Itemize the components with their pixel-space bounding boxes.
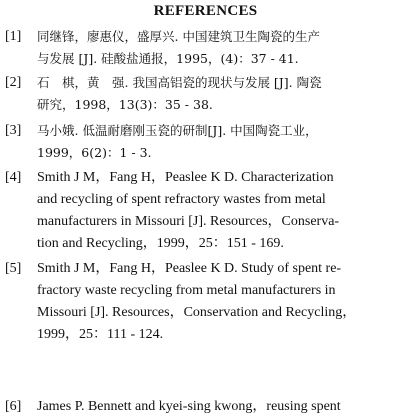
reference-line: manufacturers in Missouri [J]. Resources，Conserva-: [37, 214, 340, 229]
reference-line: 石 棋，黄 强. 我国高铝瓷的现状与发展 [J]. 陶瓷: [37, 75, 322, 90]
reference-line: 同继锋，廖惠仪，盛厚兴. 中国建筑卫生陶瓷的生产: [37, 29, 320, 44]
reference-line: 马小娥. 低温耐磨刚玉瓷的研制[J]. 中国陶瓷工业，: [37, 123, 318, 138]
reference-number: [5]: [5, 261, 22, 276]
reference-line: tion and Recycling，1999，25：151 - 169.: [37, 236, 284, 251]
reference-line: 研究，1998，13(3)：35 - 38.: [37, 97, 213, 112]
reference-line: Smith J M，Fang H，Peaslee K D. Characterization: [37, 170, 334, 185]
reference-line: and recycling of spent refractory wastes from metal: [37, 192, 326, 207]
reference-number: [1]: [5, 29, 22, 44]
reference-number: [6]: [5, 399, 22, 414]
reference-line: 与发展 [J]. 硅酸盐通报，1995，(4)：37 - 41.: [37, 51, 299, 66]
reference-line: 1999，6(2)：1 - 3.: [37, 145, 152, 160]
reference-line: fractory waste recycling from metal manufacturers in: [37, 283, 336, 298]
references-heading: REFERENCES: [153, 3, 258, 19]
reference-line: James P. Bennett and kyei-sing kwong，reusing spent: [37, 399, 341, 414]
reference-line: Missouri [J]. Resources，Conservation and Recycling，: [37, 305, 357, 320]
reference-number: [2]: [5, 75, 22, 90]
reference-line: Smith J M，Fang H，Peaslee K D. Study of spent re-: [37, 261, 342, 276]
reference-number: [4]: [5, 170, 22, 185]
reference-line: 1999，25：111 - 124.: [37, 327, 164, 342]
reference-number: [3]: [5, 123, 22, 138]
